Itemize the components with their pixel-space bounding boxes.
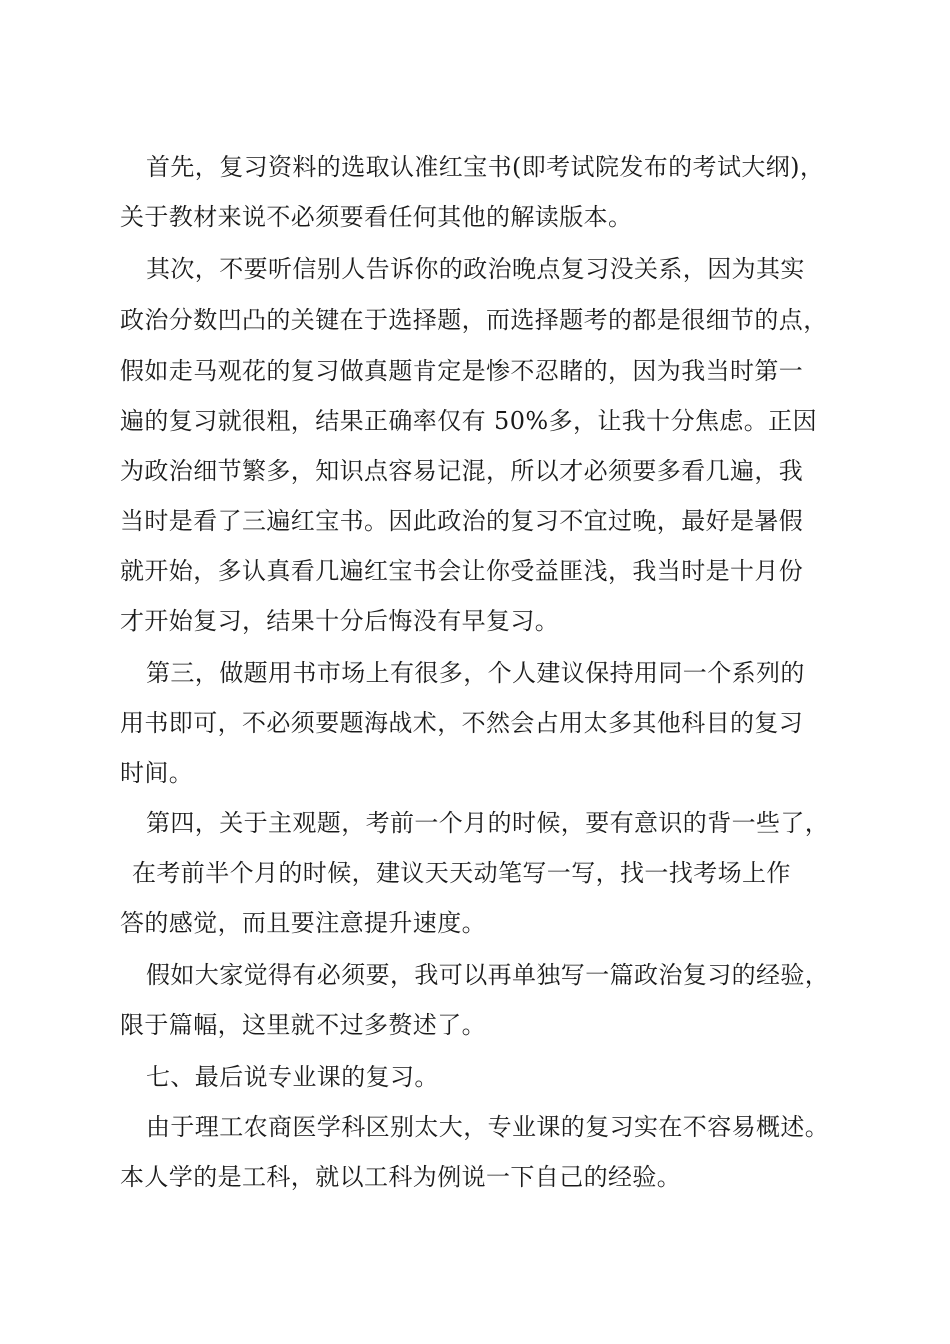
- text-line: 用书即可，不必须要题海战术，不然会占用太多其他科目的复习: [120, 709, 804, 737]
- text-line: 其次，不要听信别人告诉你的政治晚点复习没关系，因为其实: [146, 255, 805, 283]
- text-line: 当时是看了三遍红宝书。因此政治的复习不宜过晚，最好是暑假: [120, 507, 804, 535]
- text-line: 限于篇幅，这里就不过多赘述了。: [120, 1011, 486, 1039]
- text-line: 关于教材来说不必须要看任何其他的解读版本。: [120, 203, 633, 231]
- text-line: 答的感觉，而且要注意提升速度。: [120, 909, 486, 937]
- text-line: 第四，关于主观题，考前一个月的时候，要有意识的背一些了，: [146, 809, 830, 837]
- text-line: 七、最后说专业课的复习。: [146, 1063, 439, 1091]
- text-line: 首先，复习资料的选取认准红宝书(即考试院发布的考试大纲)，: [146, 153, 825, 181]
- text-line: 就开始，多认真看几遍红宝书会让你受益匪浅，我当时是十月份: [120, 557, 804, 585]
- text-line: 由于理工农商医学科区别太大，专业课的复习实在不容易概述。: [146, 1113, 830, 1141]
- text-line: 遍的复习就很粗，结果正确率仅有 50%多，让我十分焦虑。正因: [120, 407, 817, 435]
- text-line: 本人学的是工科，就以工科为例说一下自己的经验。: [120, 1163, 682, 1191]
- text-line: 时间。: [120, 759, 194, 787]
- text-line: 才开始复习，结果十分后悔没有早复习。: [120, 607, 560, 635]
- text-line: 为政治细节繁多，知识点容易记混，所以才必须要多看几遍，我: [120, 457, 804, 485]
- text-line: 在考前半个月的时候，建议天天动笔写一写，找一找考场上作: [132, 859, 791, 887]
- text-line: 假如大家觉得有必须要，我可以再单独写一篇政治复习的经验，: [146, 961, 830, 989]
- text-line: 第三，做题用书市场上有很多，个人建议保持用同一个系列的: [146, 659, 805, 687]
- text-line: 假如走马观花的复习做真题肯定是惨不忍睹的，因为我当时第一: [120, 357, 804, 385]
- text-line: 政治分数凹凸的关键在于选择题，而选择题考的都是很细节的点，: [120, 306, 828, 334]
